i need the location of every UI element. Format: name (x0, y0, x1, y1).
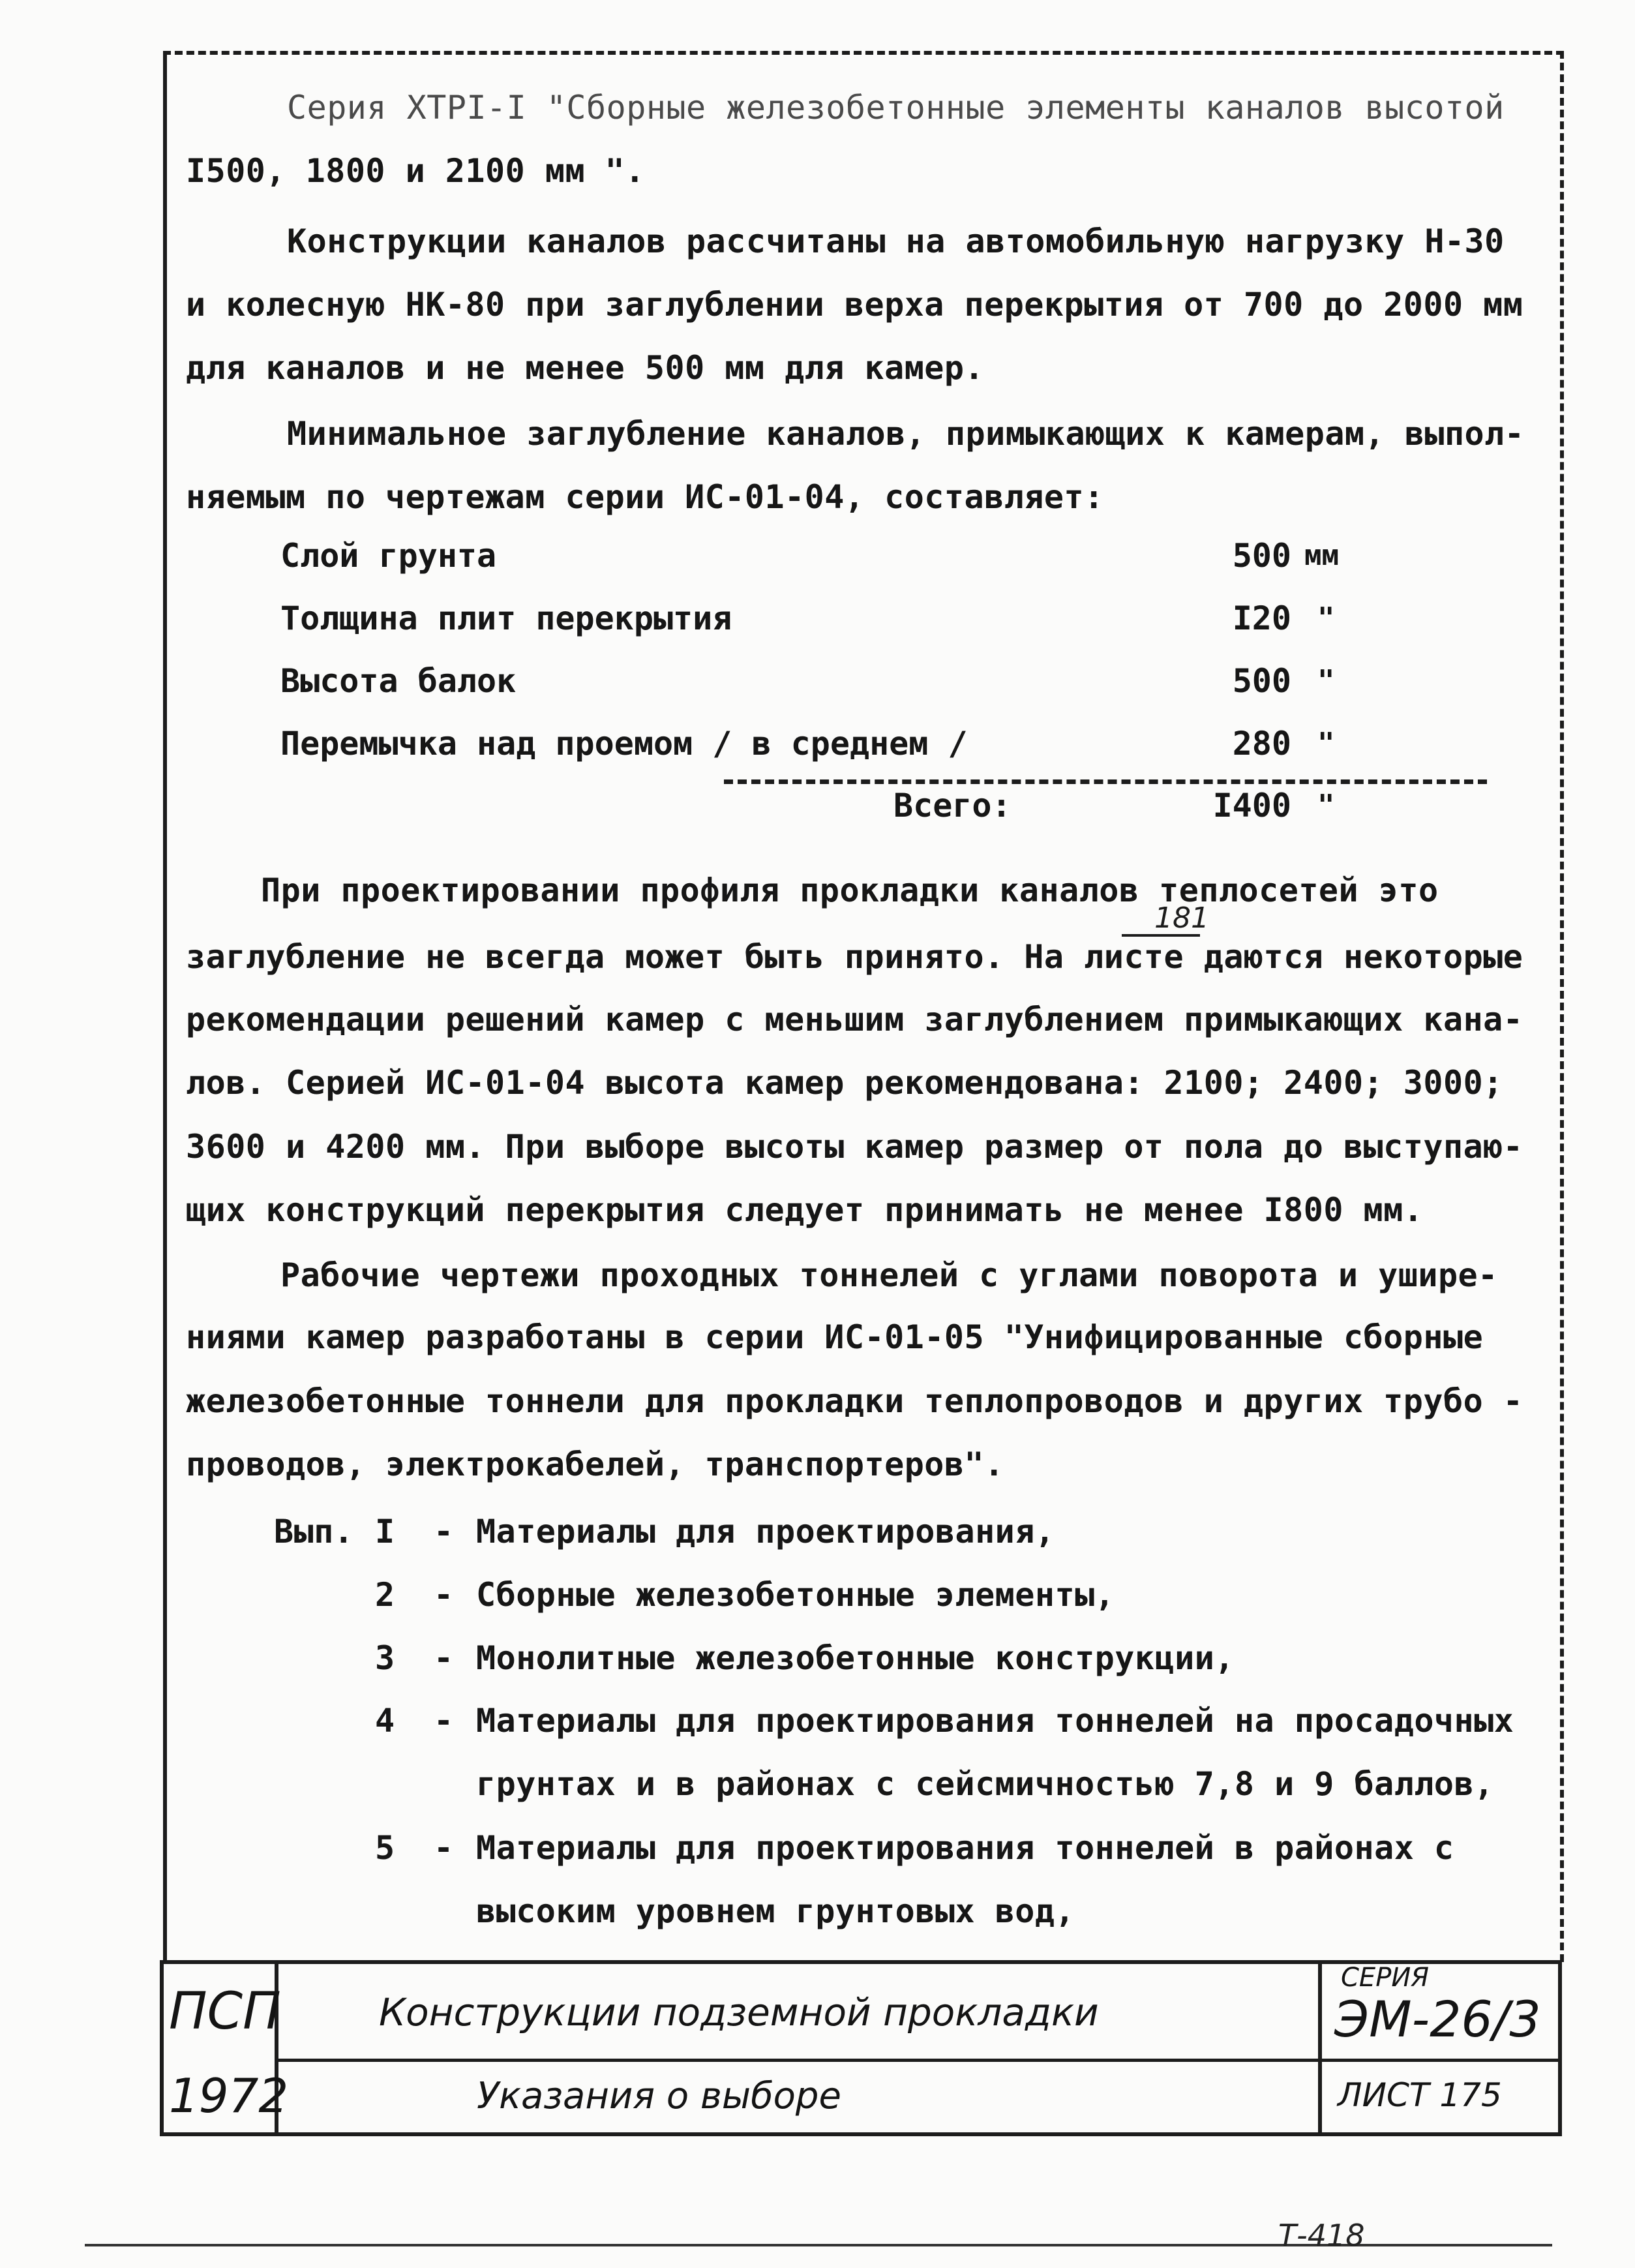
issue-dash: - (434, 1576, 454, 1614)
handwritten-sheet-number: 181 (1154, 901, 1209, 935)
table-row-unit: " (1317, 727, 1335, 760)
stamp-sheet: ЛИСТ 175 (1338, 2076, 1502, 2114)
body-line: няемым по чертежам серии ИС-01-04, составляет: (186, 478, 1104, 516)
table-total-label: Всего: (893, 787, 1012, 824)
annotation-underline (1122, 934, 1200, 937)
table-row-value: 500 (1232, 662, 1291, 700)
title-block-divider (1318, 1964, 1322, 2132)
stamp-series-value: ЭМ-26/3 (1334, 1990, 1541, 2048)
table-total-unit: " (1317, 789, 1335, 822)
body-line: 3600 и 4200 мм. При выборе высоты камер размер от пола до выступаю- (186, 1128, 1523, 1166)
table-row-value: 280 (1232, 725, 1291, 763)
body-line: и колесную НК-80 при заглублении верха перекрытия от 700 до 2000 мм (186, 286, 1523, 324)
frame-left-border (163, 51, 167, 1962)
body-line: I500, 1800 и 2100 мм ". (186, 152, 645, 190)
body-line: щих конструкций перекрытия следует принимать не менее I800 мм. (186, 1191, 1424, 1229)
body-line: железобетонные тоннели для прокладки теплопроводов и других трубо - (186, 1382, 1523, 1420)
issue-text: грунтах и в районах с сейсмичностью 7,8 и 9 баллов, (476, 1765, 1494, 1803)
table-row-value: 500 (1232, 537, 1291, 575)
sum-divider (724, 779, 1487, 784)
issue-dash: - (434, 1513, 454, 1550)
body-line: для каналов и не менее 500 мм для камер. (186, 349, 985, 387)
issue-number: 5 (375, 1829, 395, 1867)
table-row-label: Высота балок (280, 662, 517, 700)
issue-dash: - (434, 1702, 454, 1740)
table-row-label: Перемычка над проемом / в среднем / (280, 725, 968, 763)
body-line: При проектировании профиля прокладки каналов теплосетей это (261, 871, 1439, 909)
issue-number: 4 (375, 1702, 395, 1740)
issue-number: I (375, 1513, 395, 1550)
table-total-value: I400 (1212, 787, 1291, 824)
issue-text: высоким уровнем грунтовых вод, (476, 1892, 1075, 1930)
body-line: Рабочие чертежи проходных тоннелей с углами поворота и уширe- (280, 1256, 1498, 1294)
issue-dash: - (434, 1639, 454, 1677)
title-block-divider (275, 2059, 1562, 2062)
table-row-unit: мм (1304, 539, 1339, 572)
body-line: Минимальное заглубление каналов, примыкающих к камерам, выпол- (287, 415, 1525, 453)
issue-text: Материалы для проектирования, (476, 1513, 1055, 1550)
table-row-label: Слой грунта (280, 537, 497, 575)
body-line: рекомендации решений камер с меньшим заглублением примыкающих кана- (186, 1001, 1523, 1038)
issue-text: Материалы для проектирования тоннелей на просадочных (476, 1702, 1514, 1740)
issue-dash: - (434, 1829, 454, 1867)
table-row-value: I20 (1232, 599, 1291, 637)
body-line: проводов, электрокабелей, транспортеров". (186, 1445, 1004, 1483)
title-block (160, 1960, 1562, 2136)
issue-number: 3 (375, 1639, 395, 1677)
table-row-label: Толщина плит перекрытия (280, 599, 732, 637)
table-row-unit: " (1317, 601, 1335, 635)
frame-right-border (1560, 51, 1564, 1962)
stamp-title-1: Конструкции подземной прокладки (379, 1990, 1099, 2034)
body-line: ниями камер разработаны в серии ИС-01-05 "Унифицированные сборные (186, 1318, 1484, 1356)
stamp-title-2: Указания о выборе (477, 2075, 841, 2117)
issue-text: Монолитные железобетонные конструкции, (476, 1639, 1235, 1677)
issue-number: 2 (375, 1576, 395, 1614)
stamp-series-label: СЕРИЯ (1341, 1963, 1430, 1993)
body-line: лов. Серией ИС-01-04 высота камер рекомендована: 2100; 2400; 3000; (186, 1064, 1503, 1102)
archive-number: Т-418 (1278, 2218, 1365, 2253)
stamp-year: 1972 (169, 2068, 289, 2123)
body-line: Конструкции каналов рассчитаны на автомобильную нагрузку Н-30 (287, 222, 1505, 260)
stamp-org: ПСП (169, 1982, 281, 2041)
table-row-unit: " (1317, 664, 1335, 697)
issue-text: Сборные железобетонные элементы, (476, 1576, 1115, 1614)
body-line: Серия ХТРI-I "Сборные железобетонные элементы каналов высотой (287, 89, 1505, 127)
frame-top-border (163, 51, 1564, 55)
body-line: заглубление не всегда может быть принято. На листе даются некоторые (186, 938, 1523, 976)
issue-text: Материалы для проектирования тоннелей в районах с (476, 1829, 1454, 1867)
issues-prefix: Вып. (274, 1513, 354, 1550)
